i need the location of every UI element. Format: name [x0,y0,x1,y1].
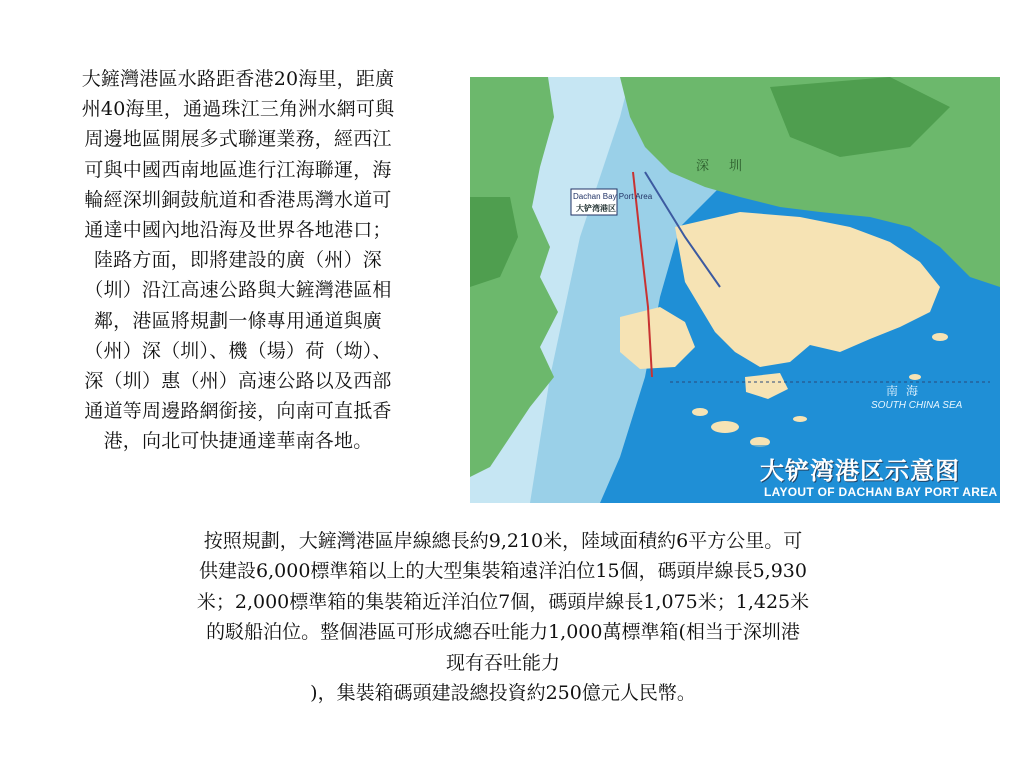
text-line: )，集裝箱碼頭建設總投資約250億元人民幣。 [310,682,696,705]
text-line: 通達中國內地沿海及世界各地港口； [84,219,392,242]
text-line: 鄰，港區將規劃一條專用通道與廣 [93,309,382,332]
text-line: （圳）沿江高速公路與大鏟灣港區相 [84,279,392,302]
island [692,408,708,416]
text-line: 輪經深圳銅鼓航道和香港馬灣水道可 [84,188,392,211]
south-china-sea-label-cn: 南海 [886,384,927,398]
text-line: 陸路方面，即將建設的廣（州）深 [93,249,382,272]
port-description-text [24,64,452,457]
map-title-cn: 大铲湾港区示意图 [760,458,960,485]
text-line: 周邊地區開展多式聯運業務，經西江 [84,128,392,151]
text-line: 通道等周邊路網銜接，向南可直抵香 [84,400,392,423]
map-title-en: LAYOUT OF DACHAN BAY PORT AREA [764,485,998,499]
island [793,416,807,422]
island [909,374,921,380]
port-area-map [470,77,1000,503]
text-line: 州40海里，通過珠江三角洲水網可與 [81,98,395,121]
text-line: 的駁船泊位。整個港區可形成總吞吐能力1,000萬標準箱(相当于深圳港 [206,621,800,644]
text-line: 港，向北可快捷通達華南各地。 [103,430,373,453]
planning-summary-text [98,526,908,708]
text-line: 深（圳）惠（州）高速公路以及西部 [84,370,392,393]
port-area-label-cn: 大铲湾港区 [576,204,616,213]
text-line: 按照規劃，大鏟灣港區岸線總長約9,210米，陸域面積約6平方公里。可 [203,530,803,552]
text-line: 米；2,000標準箱的集裝箱近洋泊位7個，碼頭岸線長1,075米；1,425米 [196,590,810,613]
text-line: 大鏟灣港區水路距香港20海里，距廣 [81,68,395,90]
text-line: 可與中國西南地區進行江海聯運，海 [84,158,392,181]
text-line: （州）深（圳）、機（場）荷（坳）、 [84,339,392,362]
port-area-label-en: Dachan Bay Port Area [573,192,653,201]
text-line: 供建設6,000標準箱以上的大型集裝箱遠洋泊位15個，碼頭岸線長5,930 [199,560,807,583]
island [932,333,948,341]
text-line: 现有吞吐能力 [445,651,560,674]
south-china-sea-label-en: SOUTH CHINA SEA [871,400,963,411]
map-drawing [470,77,1000,503]
island [711,421,739,433]
shenzhen-label: 深圳 [696,158,763,173]
